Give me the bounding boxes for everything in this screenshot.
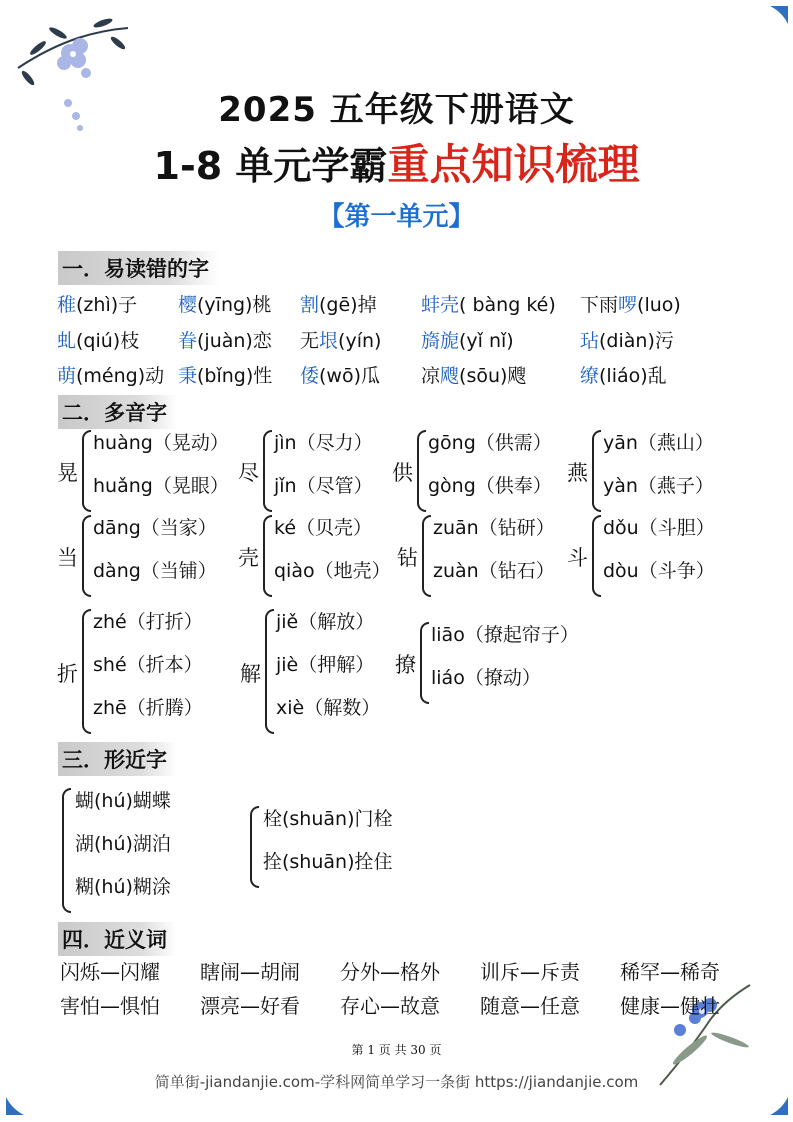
synonym-pair: 分外—格外 <box>340 960 440 984</box>
brace-bracket <box>82 430 91 512</box>
polyphone-reading: liāo（撩起帘子） <box>431 624 579 646</box>
polyphone-char: 钻 <box>397 546 418 570</box>
pinyin-reading: (yǐ nǐ) <box>459 330 514 352</box>
pinyin-reading: (yín) <box>338 330 382 352</box>
pinyin-reading: (luo) <box>637 294 681 316</box>
polyphone-char: 当 <box>57 546 78 570</box>
polyphone-reading: jìn（尽力） <box>274 432 373 454</box>
highlight-char: 秉 <box>178 365 198 387</box>
misread-word <box>178 326 272 353</box>
pinyin-reading: (qiú)枝 <box>76 330 140 352</box>
misread-word <box>178 361 272 388</box>
corner-ornament-icon <box>4 1095 26 1117</box>
synonym-pair: 漂亮—好看 <box>200 994 300 1018</box>
corner-ornament-icon <box>768 1095 790 1117</box>
title-black-part: 1-8 单元学霸 <box>153 144 388 188</box>
pinyin-reading: ( bàng ké) <box>459 294 556 316</box>
synonym-pair: 随意—任意 <box>480 994 580 1018</box>
brace-bracket <box>592 515 601 597</box>
polyphone-reading: yān（燕山） <box>603 432 714 454</box>
pinyin-reading: (sōu)飕 <box>459 365 527 387</box>
polyphone-reading: dǒu（斗胆） <box>603 517 715 539</box>
highlight-char: 旖旎 <box>421 330 460 352</box>
misread-word <box>300 326 381 353</box>
misread-word <box>580 290 681 317</box>
section-heading-4: 四．近义词 <box>58 922 177 956</box>
misread-word <box>178 290 271 317</box>
pinyin-reading: (wō)瓜 <box>319 365 381 387</box>
polyphone-reading: huǎng（晃眼） <box>93 475 229 497</box>
highlight-char: 玷 <box>580 330 600 352</box>
polyphone-reading: yàn（燕子） <box>603 475 714 497</box>
site-footer: 简单街-jiandanjie.com-学科网简单学习一条街 https://jiandanjie.com <box>154 1073 639 1091</box>
similar-char-word: 拴(shuān)拴住 <box>263 851 393 873</box>
misread-word <box>421 361 526 388</box>
misread-word <box>421 326 514 353</box>
polyphone-char: 解 <box>240 661 261 686</box>
pinyin-reading: (diàn)污 <box>599 330 674 352</box>
polyphone-reading: gòng（供奉） <box>428 475 552 497</box>
misread-word <box>580 326 674 353</box>
similar-char-word: 湖(hú)湖泊 <box>75 833 171 855</box>
synonym-pair: 稀罕—稀奇 <box>620 960 720 984</box>
misread-word <box>300 361 380 388</box>
pinyin-reading: (zhì)子 <box>76 294 138 316</box>
misread-word <box>300 290 377 317</box>
polyphone-char: 晃 <box>57 461 78 485</box>
polyphone-reading: dāng（当家） <box>93 517 217 539</box>
misread-word <box>57 290 137 317</box>
pinyin-reading: (bǐng)性 <box>197 365 273 387</box>
brace-bracket <box>265 609 274 734</box>
misread-word <box>57 361 164 388</box>
similar-char-word: 蝴(hú)蝴蝶 <box>75 790 171 812</box>
polyphone-reading: huàng（晃动） <box>93 432 229 454</box>
highlight-char: 虬 <box>57 330 77 352</box>
highlight-char: 割 <box>300 294 320 316</box>
pinyin-reading: (gē)掉 <box>319 294 377 316</box>
synonym-pair: 存心—故意 <box>340 994 440 1018</box>
unit-heading: 【第一单元】 <box>318 202 475 232</box>
pinyin-reading: (juàn)恋 <box>197 330 272 352</box>
highlight-char: 蚌壳 <box>421 294 460 316</box>
page-number: 第 1 页 共 30 页 <box>351 1043 442 1057</box>
polyphone-reading: zhē（折腾） <box>93 697 203 719</box>
highlight-char: 飕 <box>440 365 460 387</box>
polyphone-char: 燕 <box>567 461 588 485</box>
brace-bracket <box>420 622 429 704</box>
highlight-char: 樱 <box>178 294 198 316</box>
polyphone-reading: jǐn（尽管） <box>274 475 373 497</box>
polyphone-reading: zuàn（钻石） <box>433 560 555 582</box>
pinyin-reading: (yīng)桃 <box>197 294 272 316</box>
highlight-char: 垠 <box>319 330 339 352</box>
similar-char-word: 栓(shuān)门栓 <box>263 808 393 830</box>
corner-ornament-icon <box>768 4 790 26</box>
polyphone-reading: zuān（钻研） <box>433 517 555 539</box>
polyphone-reading: shé（折本） <box>93 654 203 676</box>
polyphone-char: 斗 <box>567 546 588 570</box>
polyphone-char: 撩 <box>395 653 416 677</box>
polyphone-reading: qiào（地壳） <box>274 560 391 582</box>
misread-word <box>580 361 667 388</box>
brace-bracket <box>82 515 91 597</box>
brace-bracket <box>250 806 259 888</box>
brace-bracket <box>82 609 91 734</box>
brace-bracket <box>422 515 431 597</box>
word-prefix: 凉 <box>421 365 441 387</box>
polyphone-reading: ké（贝壳） <box>274 517 373 539</box>
title-line-2 <box>0 132 793 192</box>
word-prefix: 无 <box>300 330 320 352</box>
polyphone-reading: gōng（供需） <box>428 432 552 454</box>
polyphone-reading: xiè（解数） <box>276 697 381 719</box>
synonym-pair: 闪烁—闪耀 <box>60 960 160 984</box>
brace-bracket <box>417 430 426 512</box>
misread-word <box>421 290 556 317</box>
polyphone-char: 折 <box>57 661 78 686</box>
polyphone-reading: zhé（打折） <box>93 611 203 633</box>
synonym-pair: 害怕—惧怕 <box>60 994 160 1018</box>
synonym-pair: 训斥—斥责 <box>480 960 580 984</box>
polyphone-char: 尽 <box>238 461 259 485</box>
brace-bracket <box>62 788 71 913</box>
synonym-pair: 瞎闹—胡闹 <box>200 960 300 984</box>
section-heading-3: 三．形近字 <box>58 742 177 776</box>
pinyin-reading: (liáo)乱 <box>599 365 667 387</box>
section-heading-1: 一．易读错的字 <box>58 251 219 285</box>
similar-char-word: 糊(hú)糊涂 <box>75 876 171 898</box>
polyphone-reading: liáo（撩动） <box>431 667 541 689</box>
highlight-char: 倭 <box>300 365 320 387</box>
polyphone-char: 供 <box>392 461 413 485</box>
highlight-char: 缭 <box>580 365 600 387</box>
polyphone-char: 壳 <box>238 546 259 570</box>
title-line-1: 2025 五年级下册语文 <box>218 90 575 130</box>
brace-bracket <box>263 515 272 597</box>
polyphone-reading: dòu（斗争） <box>603 560 715 582</box>
polyphone-reading: jiě（解放） <box>276 611 375 633</box>
highlight-char: 眷 <box>178 330 198 352</box>
polyphone-reading: dàng（当铺） <box>93 560 217 582</box>
section-heading-2: 二．多音字 <box>58 395 177 429</box>
brace-bracket <box>592 430 601 512</box>
highlight-char: 萌 <box>57 365 77 387</box>
polyphone-reading: jiè（押解） <box>276 654 375 676</box>
title-red-part: 重点知识梳理 <box>387 140 640 189</box>
synonym-pair: 健康—健壮 <box>620 994 720 1018</box>
highlight-char: 啰 <box>618 294 638 316</box>
brace-bracket <box>263 430 272 512</box>
word-prefix: 下雨 <box>580 294 619 316</box>
highlight-char: 稚 <box>57 294 77 316</box>
misread-word <box>57 326 139 353</box>
pinyin-reading: (méng)动 <box>76 365 165 387</box>
